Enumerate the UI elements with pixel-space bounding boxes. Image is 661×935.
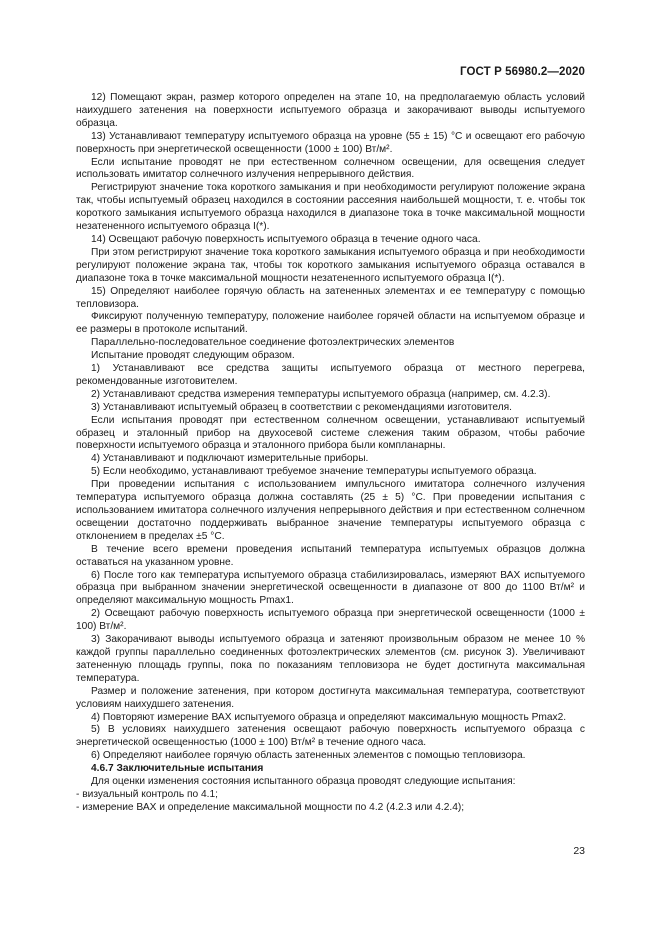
paragraph: 2) Освещают рабочую поверхность испытуемого образца при энергетической освещенности (1000 ± 100) Вт/м². [76,608,585,633]
paragraph: 1) Устанавливают все средства защиты испытуемого образца от местного перегрева, рекомендованные изготовителем. [76,363,585,387]
document-body [76,92,585,815]
paragraph: 6) После того как температура испытуемого образца стабилизировалась, измеряют ВАХ испытуемого образца при выбранном значении энергетической освещенности в диапазоне от 800 до 1100 Вт/м² и определяют максимальную мощность Pmax1. [76,569,585,607]
paragraph: 3) Устанавливают испытуемый образец в соответствии с рекомендациями изготовителя. [91,401,513,413]
paragraph: При проведении испытания с использованием импульсного имитатора солнечного излучения температура испытуемого образца должна составлять (25 ± 5) °С. При проведении испытания с использованием имитатора солнечного излучения непрерывного действия и при естественном солнечном освещении достаточно поддерживать выбранное значение температуры испытуемого образца с отклонением в пределах ±5 °С. [76,479,585,542]
paragraph: 2) Устанавливают средства измерения температуры испытуемого образца (например, см. 4.2.3). [91,388,551,400]
paragraph: 4) Повторяют измерение ВАХ испытуемого образца и определяют максимальную мощность Pmax2. [91,711,567,723]
paragraph: 5) В условиях наихудшего затенения освещают рабочую поверхность испытуемого образца с энергетической освещенностью (1000 ± 100) Вт/м² в течение одного часа. [76,724,585,749]
paragraph: Регистрируют значение тока короткого замыкания и при необходимости регулируют положение экрана так, чтобы испытуемый образец находился в состоянии рассеяния наибольшей мощности, т. е. чтобы ток короткого замыкания испытуемого образца находился в диапазоне тока в точке максимальной мощности незатененного испытуемого образца I(*). [76,182,585,233]
paragraph: Фиксируют полученную температуру, положение наиболее горячей области на испытуемом образце и ее размеры в протоколе испытаний. [76,311,585,336]
paragraph: 6) Определяют наиболее горячую область затененных элементов с помощью тепловизора. [91,750,526,762]
paragraph: 5) Если необходимо, устанавливают требуемое значение температуры испытуемого образца. [91,466,537,478]
paragraph: В течение всего времени проведения испытаний температура испытуемых образцов должна оставаться на указанном уровне. [76,543,585,568]
paragraph: Параллельно-последовательное соединение фотоэлектрических элементов [91,337,455,349]
paragraph: Размер и положение затенения, при котором достигнута максимальная температура, соответствуют условиям наихудшего затенения. [76,685,585,710]
paragraph: 15) Определяют наиболее горячую область на затененных элементах и ее температуру с помощью тепловизора. [76,285,585,310]
list-item: - визуальный контроль по 4.1; [76,788,218,800]
paragraph: Если испытания проводят при естественном солнечном освещении, устанавливают испытуемый образец и эталонный прибор на двухосевой системе слежения таким образом, чтобы рабочие поверхности испытуемого образца и эталонного прибора были компланарны. [76,414,585,452]
paragraph: Для оценки изменения состояния испытанного образца проводят следующие испытания: [91,776,516,788]
paragraph: 13) Устанавливают температуру испытуемого образца на уровне (55 ± 15) °С и освещают его рабочую поверхность при энергетической освещенности (1000 ± 100) Вт/м². [76,130,585,155]
section-heading: 4.6.7 Заключительные испытания [91,763,264,775]
paragraph: При этом регистрируют значение тока короткого замыкания испытуемого образца и при необходимости регулируют положение экрана так, чтобы ток короткого замыкания испытуемого образца оставался в диапазоне тока в точке максимальной мощности незатененного испытуемого образца I(*). [76,246,585,284]
page-number: 23 [573,845,585,857]
paragraph: 12) Помещают экран, размер которого определен на этапе 10, на предполагаемую область условий наихудшего затенения на поверхности испытуемого образца и закорачивают выводы испытуемого образца. [76,92,585,129]
paragraph: 3) Закорачивают выводы испытуемого образца и затеняют произвольным образом не менее 10 % каждой группы параллельно соединенных фотоэлектрических элементов (см. рисунок 3). Увеличивают затененную площадь группы, пока по показаниям тепловизора не будет достигнута максимальная температура. [76,634,585,684]
list-item: - измерение ВАХ и определение максимальной мощности по 4.2 (4.2.3 или 4.2.4); [76,801,465,813]
paragraph: 14) Освещают рабочую поверхность испытуемого образца в течение одного часа. [91,233,481,245]
paragraph: Испытание проводят следующим образом. [91,350,295,362]
paragraph: 4) Устанавливают и подключают измерительные приборы. [91,453,369,465]
standard-code: ГОСТ Р 56980.2—2020 [460,66,585,78]
paragraph: Если испытание проводят не при естественном солнечном освещении, для освещения следует использовать имитатор солнечного излучения непрерывного действия. [76,156,585,181]
